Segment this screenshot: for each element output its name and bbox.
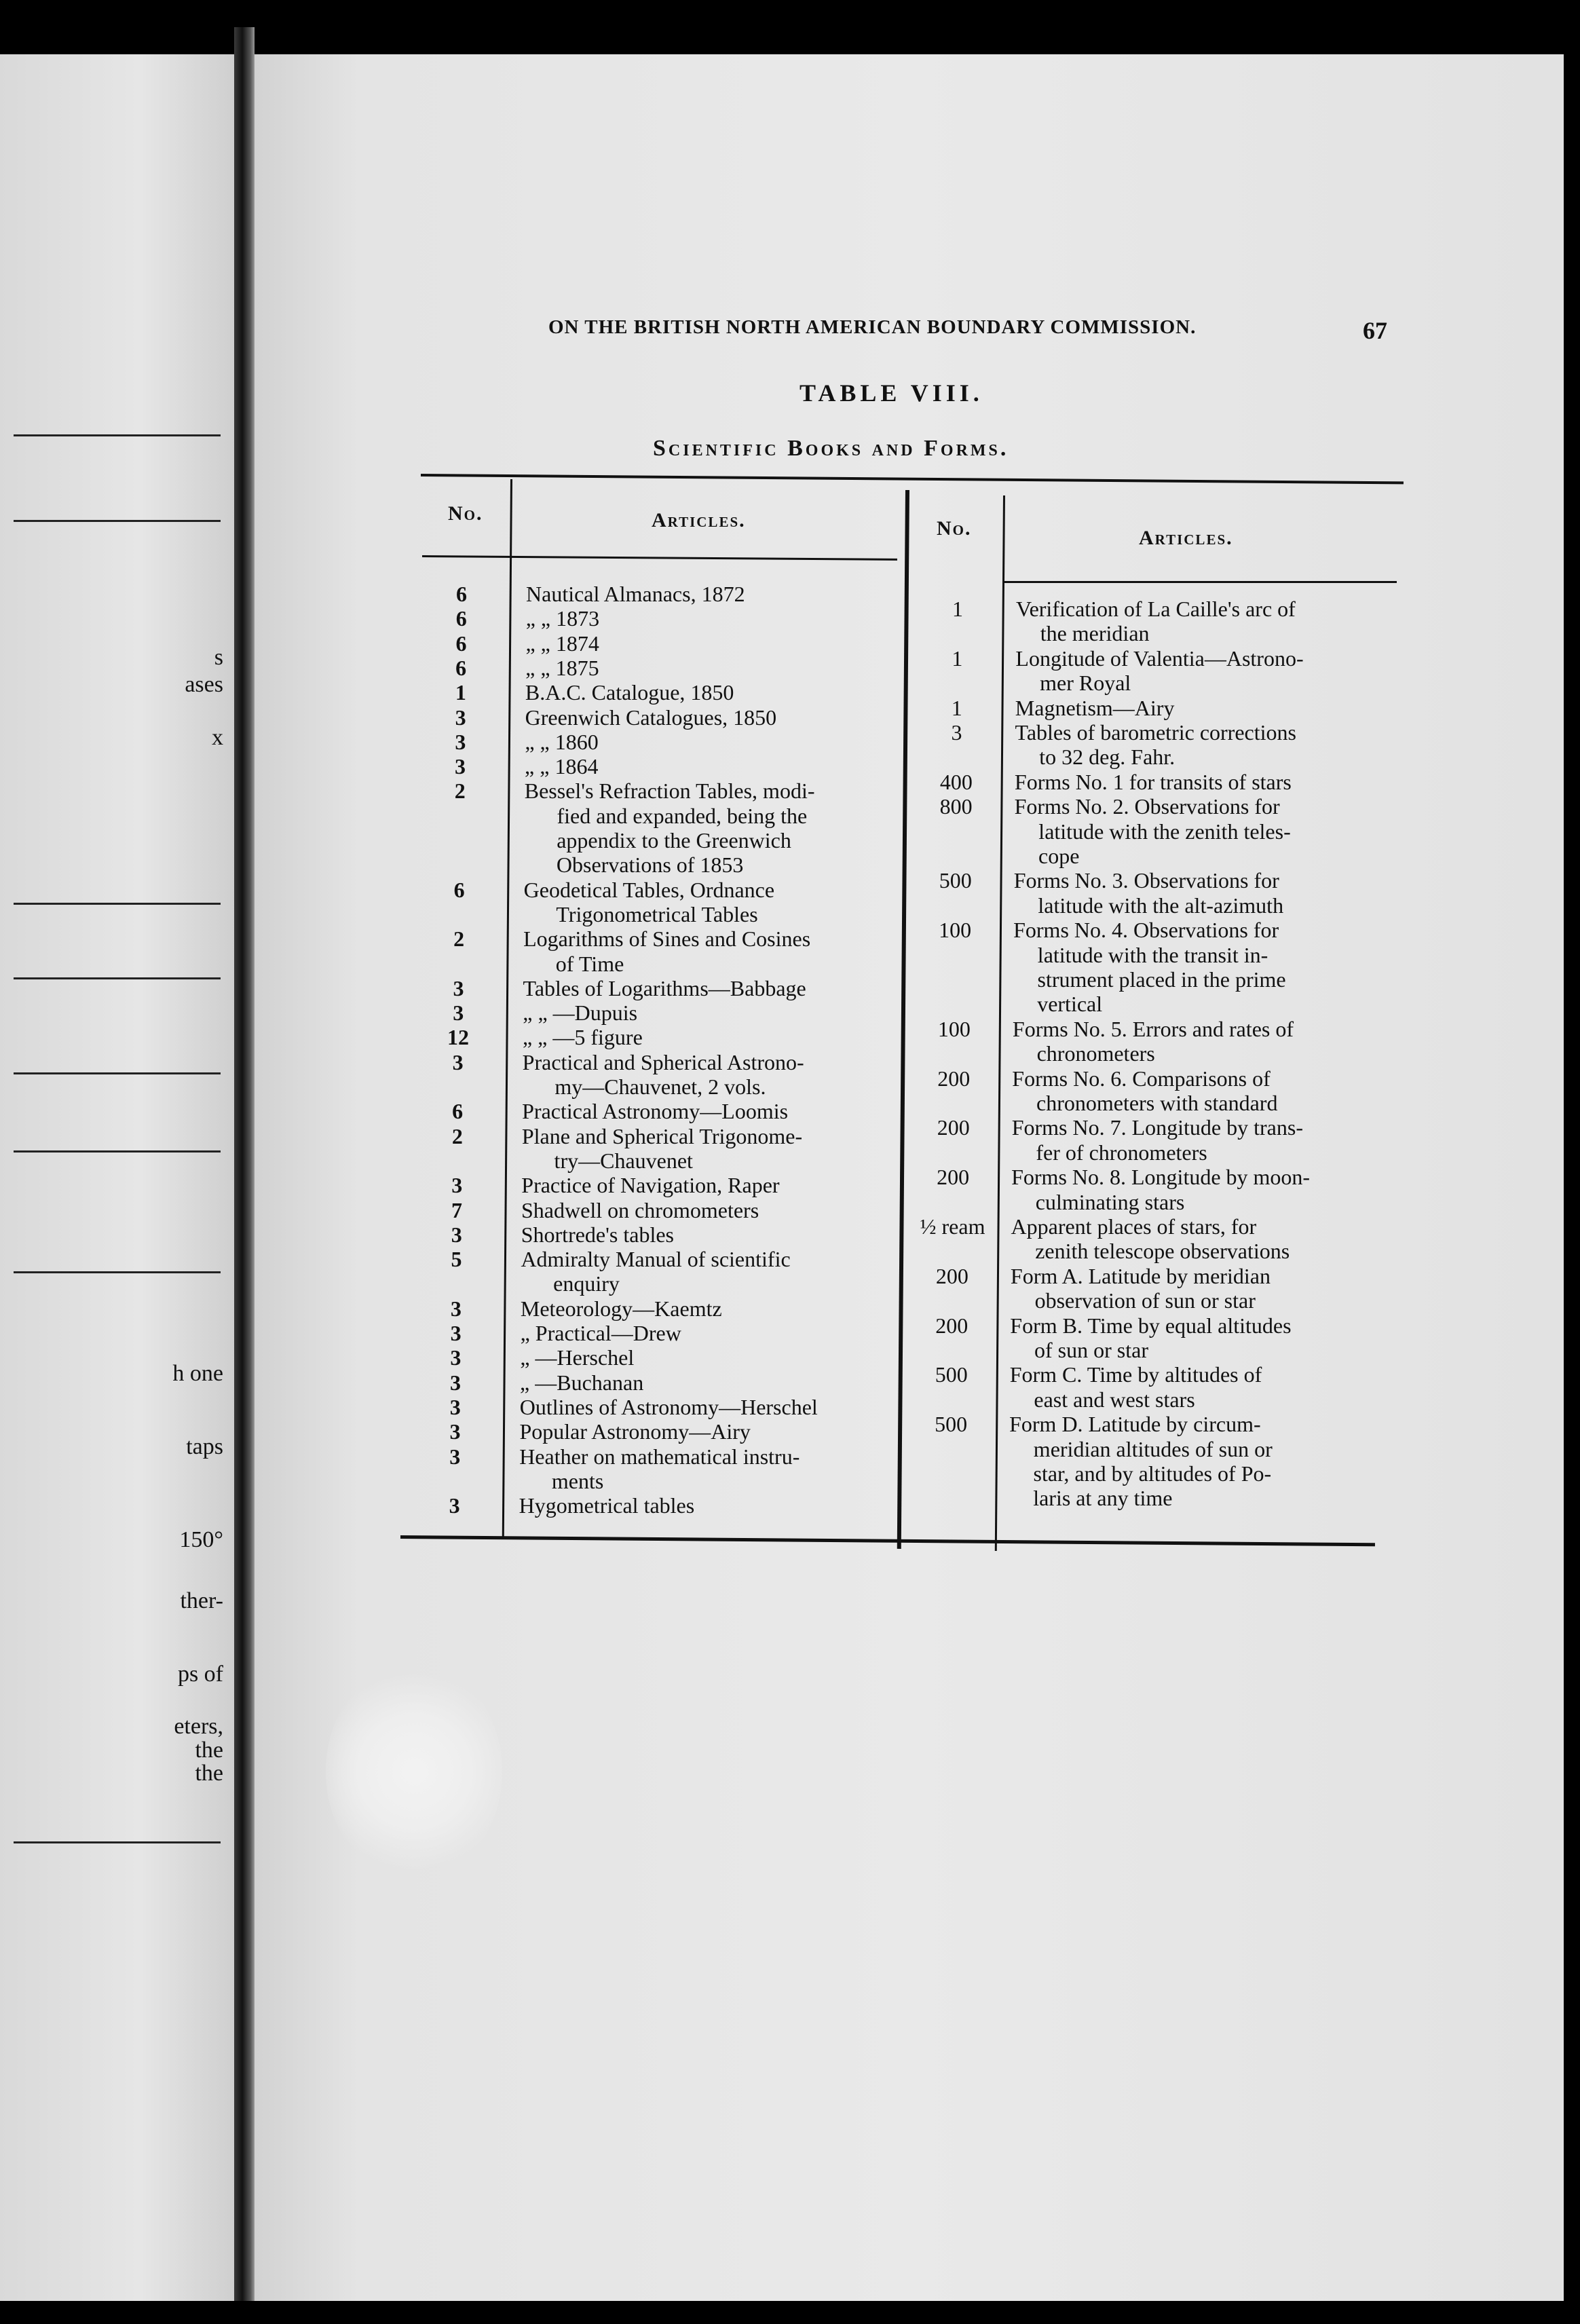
right-row-count: 200 xyxy=(935,1263,968,1288)
right-row-article: vertical xyxy=(1037,992,1103,1017)
left-row-article: „ „ 1864 xyxy=(525,754,599,779)
left-row-article: „ „ 1873 xyxy=(525,606,600,631)
left-row-count: 3 xyxy=(451,1173,463,1198)
page-number: 67 xyxy=(1363,317,1387,344)
right-row-article: Forms No. 8. Longitude by moon- xyxy=(1011,1165,1311,1190)
right-row-article: Magnetism—Airy xyxy=(1015,695,1175,720)
left-row-article: Practical and Spherical Astrono- xyxy=(522,1049,804,1074)
right-row-article: latitude with the zenith teles- xyxy=(1038,819,1291,844)
left-page-rule xyxy=(14,1072,221,1074)
left-row-count: 7 xyxy=(451,1197,462,1222)
left-row-count: 3 xyxy=(450,1370,462,1395)
left-row-count: 3 xyxy=(451,1222,462,1247)
right-row-article: Longitude of Valentia—Astrono- xyxy=(1015,645,1304,671)
left-page-fragment: eters, xyxy=(174,1714,223,1739)
running-header: ON THE BRITISH NORTH AMERICAN BOUNDARY COMMISSION. xyxy=(548,316,1197,338)
left-row-count: 5 xyxy=(451,1247,462,1272)
right-row-article: Forms No. 5. Errors and rates of xyxy=(1012,1016,1294,1041)
left-row-count: 3 xyxy=(449,1394,461,1419)
right-row-article: cope xyxy=(1038,844,1080,868)
left-page-fragment: ther- xyxy=(180,1588,223,1613)
left-row-article: ments xyxy=(551,1468,604,1493)
left-row-article: Trigonometrical Tables xyxy=(556,901,758,926)
right-row-count: 1 xyxy=(951,695,962,720)
left-page-fragment: 150° xyxy=(179,1527,223,1552)
right-row-count: ½ ream xyxy=(920,1214,985,1239)
left-page-rule xyxy=(14,1271,221,1273)
right-row-article: Apparent places of stars, for xyxy=(1011,1214,1257,1239)
right-row-article: latitude with the transit in- xyxy=(1037,942,1268,967)
right-row-article: latitude with the alt-azimuth xyxy=(1038,893,1284,918)
left-row-article: appendix to the Greenwich xyxy=(557,828,791,852)
right-row-article: observation of sun or star xyxy=(1034,1288,1256,1313)
left-row-article: of Time xyxy=(555,951,624,976)
right-row-count: 3 xyxy=(951,720,962,745)
right-row-count: 200 xyxy=(935,1313,968,1338)
col-header-no-right: No. xyxy=(937,517,972,540)
right-row-article: chronometers xyxy=(1036,1041,1155,1066)
left-row-article: „ —Buchanan xyxy=(520,1370,644,1395)
right-row-article: Tables of barometric corrections xyxy=(1015,720,1296,745)
left-row-article: „ „ —Dupuis xyxy=(523,1000,638,1026)
col-header-articles-left: Articles. xyxy=(652,509,746,531)
left-row-article: Tables of Logarithms—Babbage xyxy=(523,975,806,1000)
right-row-article: to 32 deg. Fahr. xyxy=(1039,745,1175,770)
left-page xyxy=(0,54,234,2301)
left-page-fragment: s xyxy=(214,645,223,670)
right-row-article: of sun or star xyxy=(1034,1338,1148,1362)
right-row-article: Form A. Latitude by meridian xyxy=(1010,1263,1271,1288)
page-smudge xyxy=(326,1663,502,1880)
left-row-count: 3 xyxy=(452,1049,464,1074)
left-row-article: Hygometrical tables xyxy=(519,1493,695,1518)
right-row-article: Form C. Time by altitudes of xyxy=(1009,1362,1262,1387)
left-row-article: Practical Astronomy—Loomis xyxy=(522,1099,789,1124)
left-row-article: B.A.C. Catalogue, 1850 xyxy=(525,680,734,705)
right-row-count: 500 xyxy=(939,868,972,893)
scan-border-right xyxy=(1564,0,1580,2324)
left-row-count: 6 xyxy=(455,631,467,656)
right-row-article: Forms No. 4. Observations for xyxy=(1013,918,1279,943)
left-row-count: 1 xyxy=(455,680,466,705)
right-row-article: Forms No. 2. Observations for xyxy=(1014,794,1280,819)
left-page-fragment: taps xyxy=(186,1434,223,1459)
left-row-count: 2 xyxy=(451,1123,463,1148)
right-row-count: 800 xyxy=(939,794,973,819)
right-row-article: Form D. Latitude by circum- xyxy=(1009,1412,1261,1437)
left-page-rule xyxy=(14,977,221,979)
left-row-count: 2 xyxy=(454,779,466,804)
table-subtitle: Scientific Books and Forms. xyxy=(653,436,1009,461)
left-page-fragment: ps of xyxy=(177,1662,223,1687)
right-row-article: Forms No. 6. Comparisons of xyxy=(1012,1066,1271,1091)
left-row-count: 2 xyxy=(453,926,465,952)
left-row-count: 3 xyxy=(453,975,464,1000)
left-row-count: 3 xyxy=(453,1000,464,1026)
left-row-article: „ „ 1875 xyxy=(525,655,599,680)
left-row-article: my—Chauvenet, 2 vols. xyxy=(554,1074,766,1099)
book-gutter xyxy=(234,27,255,2301)
left-row-article: Plane and Spherical Trigonome- xyxy=(521,1123,803,1148)
left-row-article: Practice of Navigation, Raper xyxy=(521,1173,780,1198)
left-row-article: Geodetical Tables, Ordnance xyxy=(523,877,775,902)
left-row-count: 6 xyxy=(453,877,465,902)
left-row-count: 3 xyxy=(450,1321,462,1345)
left-row-count: 3 xyxy=(449,1444,461,1469)
left-page-rule xyxy=(14,434,221,436)
right-row-article: fer of chronometers xyxy=(1036,1140,1207,1165)
left-row-article: Logarithms of Sines and Cosines xyxy=(523,926,811,952)
col-header-articles-right: Articles. xyxy=(1139,527,1233,549)
left-page-rule xyxy=(14,520,221,522)
right-row-article: Forms No. 7. Longitude by trans- xyxy=(1011,1115,1303,1140)
left-row-article: Bessel's Refraction Tables, modi- xyxy=(524,779,815,804)
left-row-count: 3 xyxy=(455,754,466,779)
left-row-article: Heather on mathematical instru- xyxy=(519,1444,800,1469)
right-row-article: meridian altitudes of sun or xyxy=(1033,1436,1273,1461)
left-page-rule xyxy=(14,1841,221,1843)
table-title: TABLE VIII. xyxy=(800,379,983,407)
right-row-article: east and west stars xyxy=(1034,1387,1195,1412)
right-row-count: 200 xyxy=(937,1165,970,1190)
right-row-count: 500 xyxy=(935,1412,968,1437)
left-row-article: enquiry xyxy=(553,1271,620,1296)
left-row-count: 6 xyxy=(455,606,467,631)
header-rule-right xyxy=(1003,581,1397,583)
left-row-count: 3 xyxy=(455,729,466,754)
left-row-count: 3 xyxy=(455,705,466,730)
left-row-article: Outlines of Astronomy—Herschel xyxy=(519,1394,818,1419)
left-page-rule xyxy=(14,1150,221,1152)
right-row-article: mer Royal xyxy=(1040,671,1131,696)
left-row-article: Admiralty Manual of scientific xyxy=(521,1247,791,1272)
left-row-count: 12 xyxy=(447,1025,469,1050)
scan-border-bottom xyxy=(0,2301,1580,2324)
left-row-count: 6 xyxy=(455,655,467,680)
left-page-rule xyxy=(14,903,221,905)
left-row-article: Shortrede's tables xyxy=(521,1222,674,1247)
left-row-count: 3 xyxy=(449,1419,461,1444)
right-row-article: Verification of La Caille's arc of xyxy=(1016,597,1296,621)
left-row-count: 3 xyxy=(450,1345,462,1370)
left-row-article: „ „ 1860 xyxy=(525,729,599,754)
left-row-article: Meteorology—Kaemtz xyxy=(520,1296,722,1321)
right-row-count: 1 xyxy=(952,597,963,621)
left-row-article: Nautical Almanacs, 1872 xyxy=(526,582,745,606)
right-row-count: 100 xyxy=(937,1016,971,1041)
right-row-article: culminating stars xyxy=(1035,1189,1185,1214)
right-row-article: strument placed in the prime xyxy=(1037,967,1286,992)
left-row-article: Popular Astronomy—Airy xyxy=(519,1419,751,1444)
left-page-fragment: h one xyxy=(172,1361,223,1386)
left-row-article: Greenwich Catalogues, 1850 xyxy=(525,705,777,730)
left-row-article: fied and expanded, being the xyxy=(557,803,808,828)
left-page-fragment: ases xyxy=(185,672,223,697)
col-header-no-left: No. xyxy=(448,502,483,525)
left-row-article: „ „ —5 figure xyxy=(522,1025,643,1050)
right-row-article: chronometers with standard xyxy=(1036,1091,1278,1115)
left-row-count: 3 xyxy=(449,1493,460,1518)
left-row-count: 6 xyxy=(456,582,467,606)
right-row-article: Forms No. 3. Observations for xyxy=(1013,868,1279,893)
left-row-article: try—Chauvenet xyxy=(554,1148,693,1173)
right-row-article: star, and by altitudes of Po- xyxy=(1033,1461,1272,1486)
right-row-count: 500 xyxy=(935,1362,968,1387)
right-row-article: the meridian xyxy=(1040,621,1150,646)
left-row-article: „ „ 1874 xyxy=(525,631,599,656)
left-row-count: 6 xyxy=(452,1099,464,1124)
right-row-count: 200 xyxy=(937,1115,970,1140)
right-row-article: Form B. Time by equal altitudes xyxy=(1010,1313,1292,1338)
right-row-count: 400 xyxy=(939,769,973,794)
left-row-article: „ Practical—Drew xyxy=(520,1321,681,1345)
left-page-fragment: x xyxy=(212,725,223,750)
right-row-count: 100 xyxy=(939,918,972,943)
left-row-article: Observations of 1853 xyxy=(556,852,744,878)
right-row-count: 1 xyxy=(952,645,963,671)
right-row-count: 200 xyxy=(937,1066,971,1091)
right-row-article: laris at any time xyxy=(1033,1486,1173,1511)
right-row-article: zenith telescope observations xyxy=(1035,1239,1290,1264)
right-row-article: Forms No. 1 for transits of stars xyxy=(1014,769,1292,794)
left-page-fragment: the xyxy=(195,1738,223,1763)
left-page-fragment: the xyxy=(195,1761,223,1786)
left-row-article: Shadwell on chromometers xyxy=(521,1197,759,1222)
left-row-article: „ —Herschel xyxy=(520,1345,635,1370)
left-row-count: 3 xyxy=(450,1296,462,1321)
